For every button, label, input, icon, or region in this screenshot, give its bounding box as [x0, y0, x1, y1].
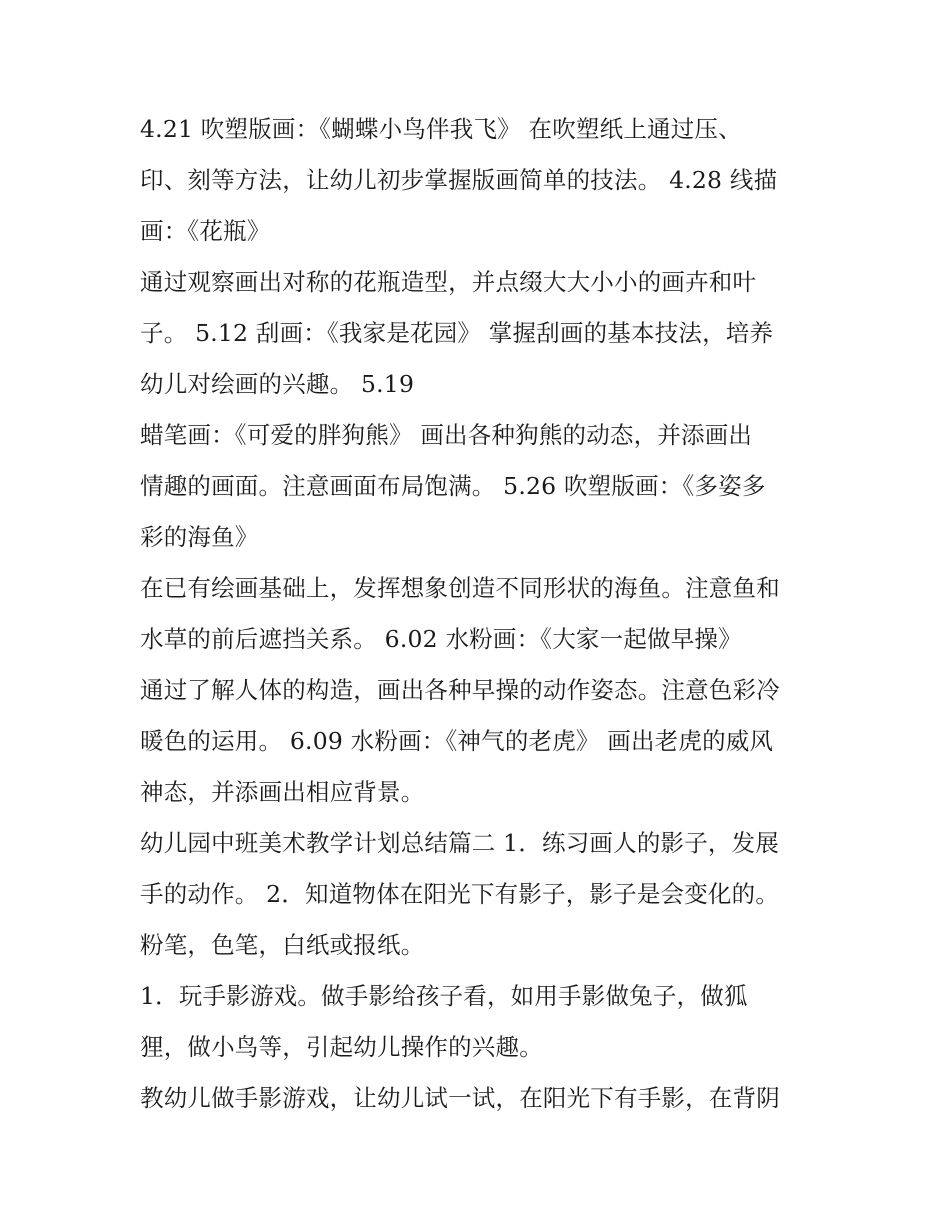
text-line: 暖色的运用。 6.09 水粉画：《神气的老虎》 画出老虎的威风	[140, 727, 774, 755]
text-line: 1．玩手影游戏。做手影给孩子看，如用手影做兔子，做狐	[140, 982, 748, 1010]
text-line: 在已有绘画基础上，发挥想象创造不同形状的海鱼。注意鱼和	[140, 574, 780, 602]
text-line: 情趣的画面。注意画面布局饱满。 5.26 吹塑版画：《多姿多	[140, 472, 766, 500]
text-line: 粉笔，色笔，白纸或报纸。	[140, 931, 425, 959]
text-line: 幼儿园中班美术教学计划总结篇二 1．练习画人的影子，发展	[140, 829, 780, 857]
text-line: 水草的前后遮挡关系。 6.02 水粉画：《大家一起做早操》	[140, 625, 742, 653]
text-line: 子。 5.12 刮画：《我家是花园》 掌握刮画的基本技法，培养	[140, 319, 774, 347]
text-line: 印、刻等方法，让幼儿初步掌握版画简单的技法。 4.28 线描	[140, 166, 778, 194]
text-line: 蜡笔画：《可爱的胖狗熊》 画出各种狗熊的动态，并添画出	[140, 421, 753, 449]
text-line: 通过了解人体的构造，画出各种早操的动作姿态。注意色彩冷	[140, 676, 780, 704]
text-line: 4.21 吹塑版画：《蝴蝶小鸟伴我飞》 在吹塑纸上通过压、	[140, 115, 742, 143]
text-line: 彩的海鱼》	[140, 523, 259, 551]
text-line: 幼儿对绘画的兴趣。 5.19	[140, 370, 415, 398]
text-line: 手的动作。 2．知道物体在阳光下有影子，影子是会变化的。	[140, 880, 780, 908]
text-line: 通过观察画出对称的花瓶造型，并点缀大大小小的画卉和叶	[140, 268, 757, 296]
document-body	[140, 104, 830, 1124]
text-line: 画：《花瓶》	[140, 217, 271, 245]
text-line: 神态，并添画出相应背景。	[140, 778, 425, 806]
text-line: 教幼儿做手影游戏，让幼儿试一试，在阳光下有手影，在背阴	[140, 1084, 780, 1112]
text-line: 狸，做小鸟等，引起幼儿操作的兴趣。	[140, 1033, 543, 1061]
